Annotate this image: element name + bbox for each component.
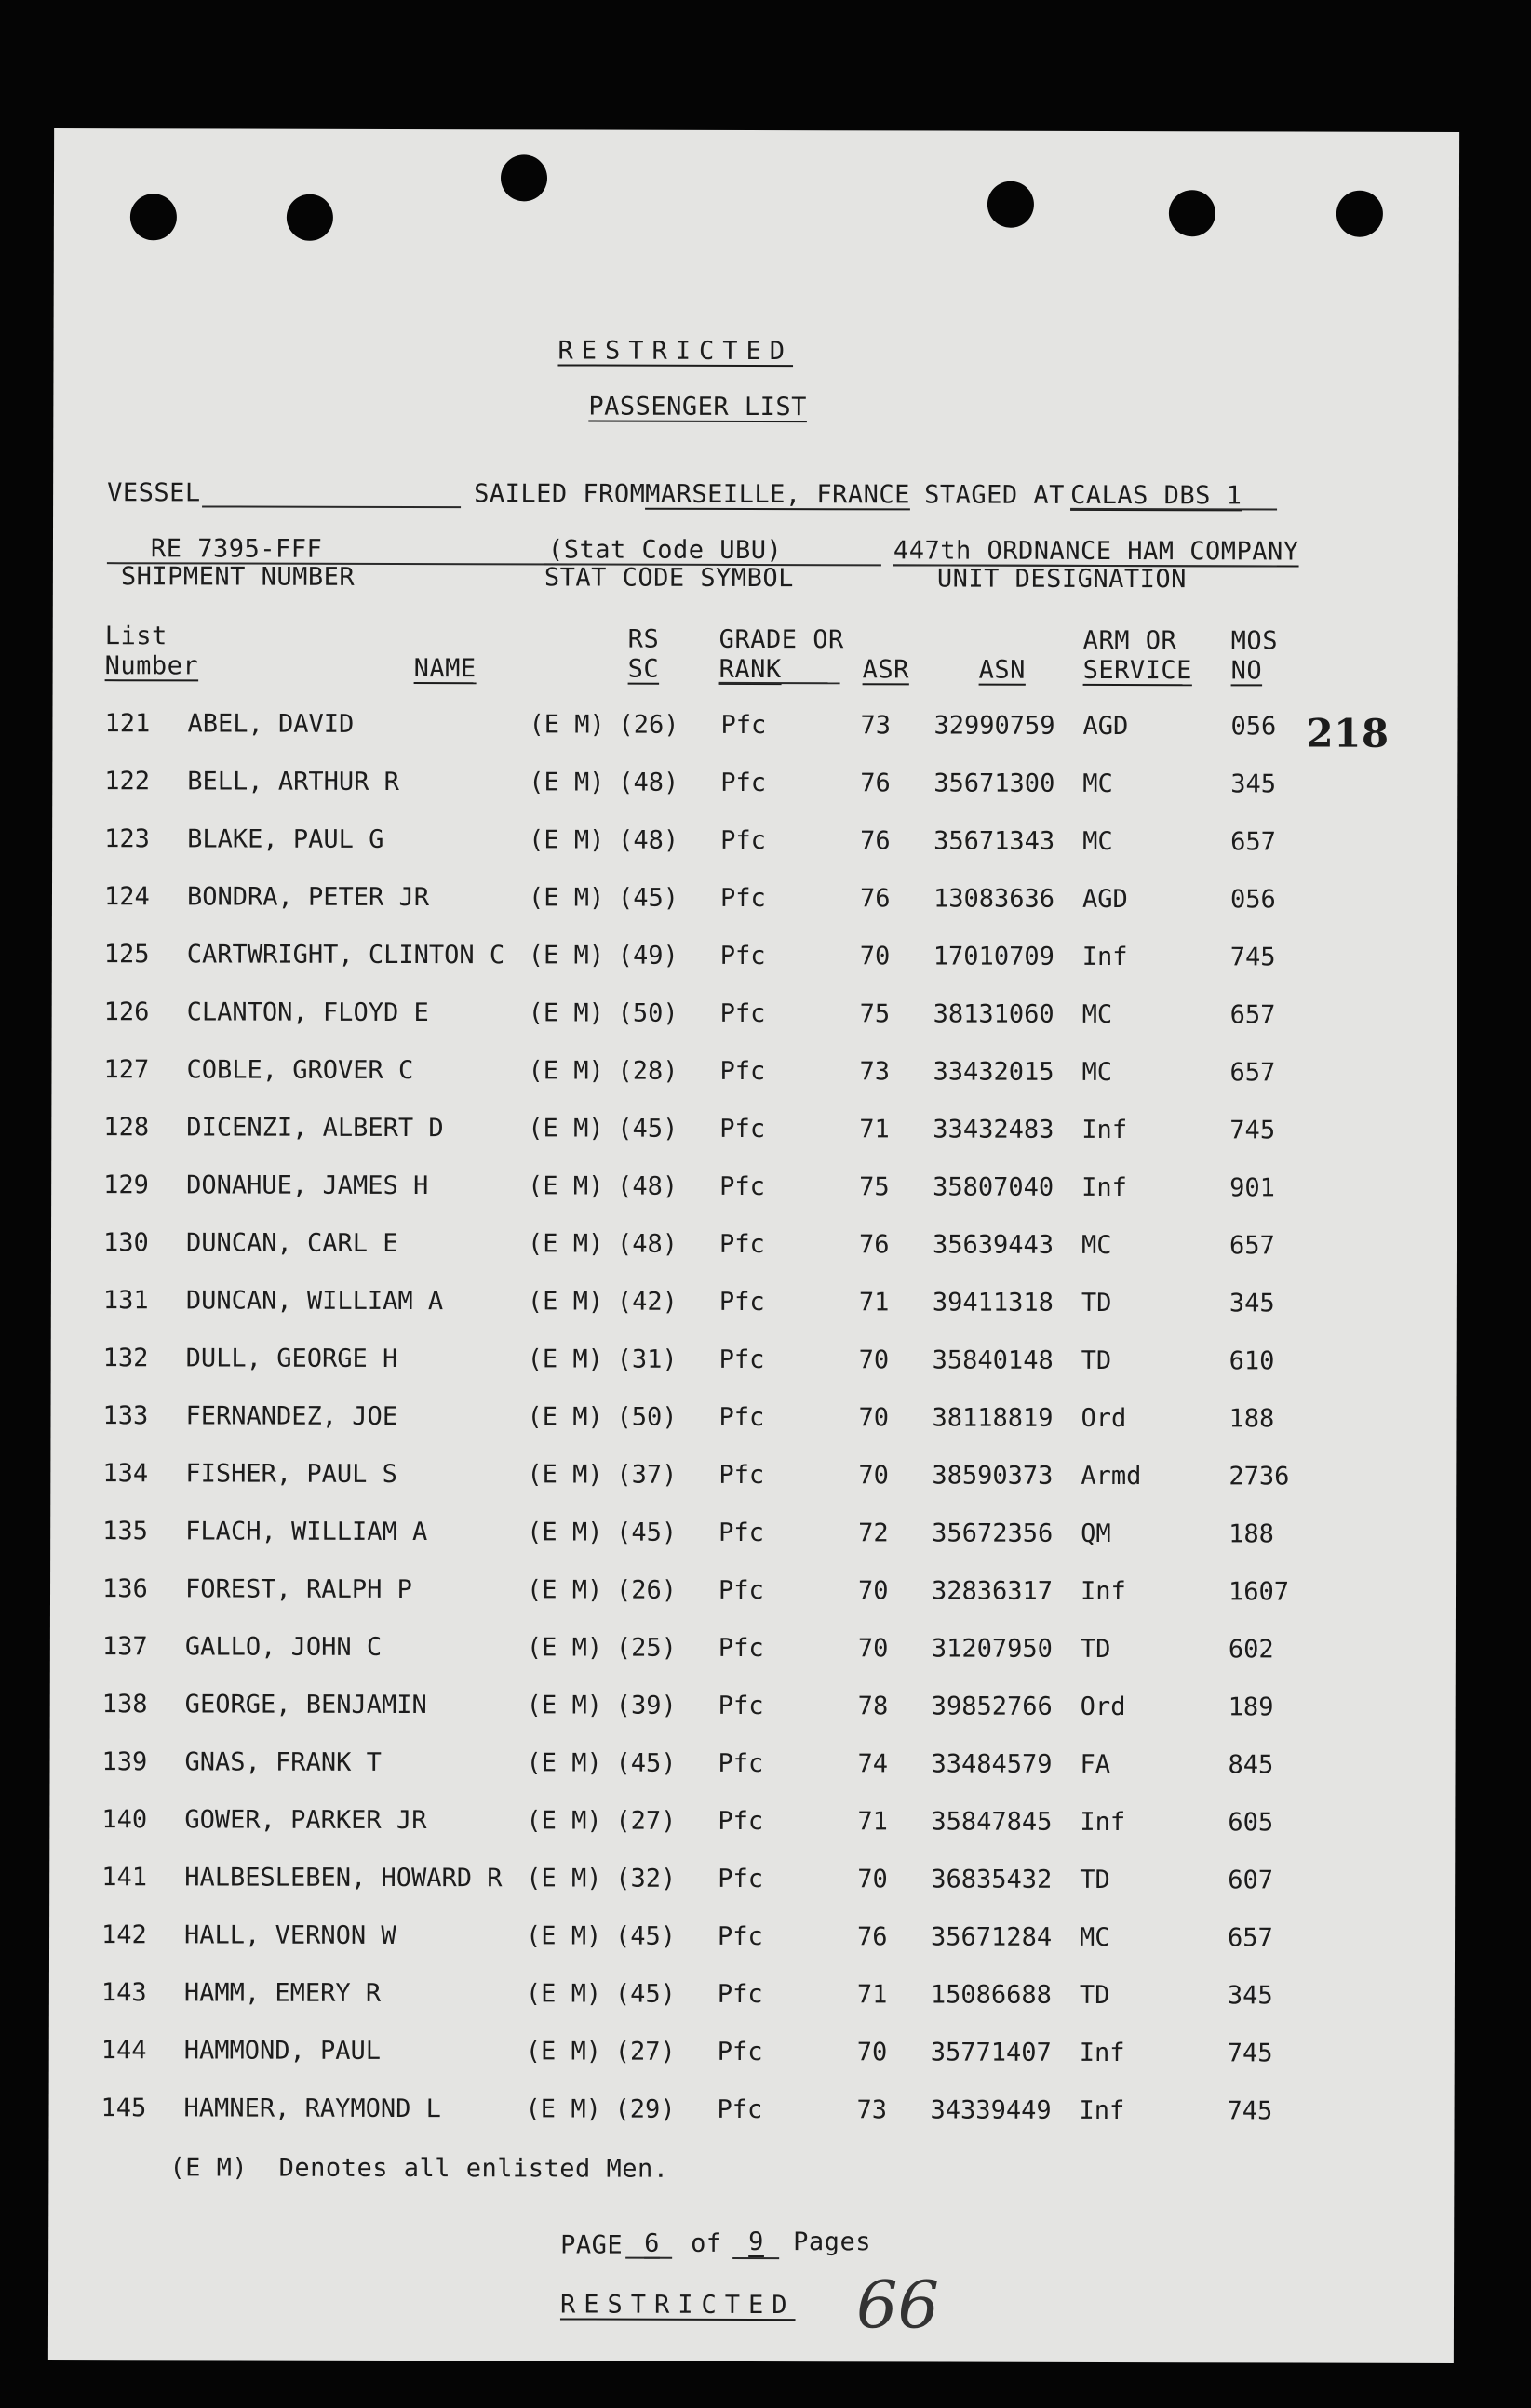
mos-number: 745 [1229,1116,1276,1145]
rs-score: (27) [615,1806,677,1836]
list-number: 133 [102,1401,149,1431]
grade-rank: Pfc [718,1748,764,1779]
arm-service: TD [1080,1865,1110,1895]
list-number: 126 [103,997,150,1027]
asr-value: 70 [857,1576,889,1606]
rank-header-line [719,682,840,684]
arm-service: TD [1081,1288,1112,1318]
arm-service: Ord [1081,1403,1127,1434]
grade-rank: Pfc [719,1056,766,1087]
page-total: 9 [748,2227,765,2257]
asn-value: 35847845 [931,1807,1053,1837]
mos-number: 845 [1228,1750,1274,1780]
asr-value: 76 [858,1230,890,1260]
rs-score: (26) [618,710,679,740]
rs-score: (48) [618,768,679,797]
grade-rank: Pfc [720,825,766,856]
enlisted-marker: (E M) [525,2037,602,2067]
mos-number: 345 [1227,1981,1273,2011]
list-number: 137 [101,1632,148,1662]
passenger-name: COBLE, GROVER C [186,1055,414,1086]
arm-service: Inf [1080,1576,1126,1607]
mos-number: 345 [1230,769,1277,799]
enlisted-marker: (E M) [529,768,605,797]
asr-value: 73 [856,2095,888,2125]
passenger-name: CARTWRIGHT, CLINTON C [186,940,505,970]
asn-value: 38118819 [932,1403,1054,1433]
mos-number: 345 [1229,1289,1275,1318]
passenger-name: ABEL, DAVID [187,709,355,739]
rs-score: (32) [615,1864,677,1893]
mos-number: 901 [1229,1173,1275,1203]
grade-rank: Pfc [719,941,766,971]
asr-value: 70 [858,1461,889,1491]
handwritten-page-mark: 66 [855,2267,940,2344]
asr-value: 70 [858,1403,890,1433]
staged-at-label: STAGED AT [924,480,1065,510]
passenger-name: FOREST, RALPH P [184,1574,412,1605]
asn-value: 35639443 [932,1230,1054,1260]
grade-rank: Pfc [718,1921,763,1952]
list-number: 142 [101,1920,147,1950]
rs-score: (45) [617,1114,678,1144]
asr-value: 70 [857,1865,888,1894]
stat-code-value: (Stat Code UBU) [547,535,783,566]
table-row [50,1632,1456,1673]
mos-number: 188 [1229,1404,1275,1434]
enlisted-marker: (E M) [526,1575,603,1605]
page-number: 6 [644,2228,660,2258]
rs-score: (42) [616,1287,678,1317]
mos-number: 657 [1229,1231,1275,1261]
asn-value: 31207950 [931,1634,1053,1664]
passenger-name: FISHER, PAUL S [185,1459,397,1489]
enlisted-marker: (E M) [527,1229,604,1259]
grade-rank: Pfc [719,1114,766,1144]
col-grade-header: GRADE OR [718,624,844,655]
mos-number: 056 [1229,885,1276,915]
rs-score: (48) [617,1171,678,1201]
grade-rank: Pfc [718,1287,765,1318]
enlisted-marker: (E M) [528,883,605,913]
rs-score: (37) [616,1460,678,1490]
asr-value: 76 [860,769,891,798]
rs-score: (50) [617,998,678,1028]
asn-value: 39852766 [931,1692,1053,1721]
list-number: 140 [101,1805,148,1835]
document-title: PASSENGER LIST [588,392,807,422]
arm-service: Inf [1079,2038,1125,2068]
rs-score: (28) [617,1056,678,1086]
asn-value: 35807040 [933,1172,1054,1202]
table-row [49,1863,1455,1904]
passenger-name: DUNCAN, CARL E [185,1228,398,1258]
document-page [48,128,1459,2363]
table-row [50,1690,1456,1731]
mos-number: 745 [1229,943,1276,972]
asr-value: 72 [858,1518,889,1548]
mos-number: 657 [1228,1923,1273,1953]
table-row [52,767,1457,808]
asn-value: 35671300 [933,769,1055,798]
table-row [50,1574,1456,1615]
punch-hole [130,194,177,240]
arm-service: Inf [1081,1115,1128,1145]
mos-number: 1607 [1228,1577,1290,1607]
col-asr-header: ASR [862,655,909,685]
enlisted-marker: (E M) [528,1114,604,1144]
col-sc-header: SC [627,654,660,684]
asr-value: 73 [859,1057,891,1087]
of-label: of [691,2228,722,2258]
rs-score: (49) [617,941,678,970]
asr-value: 75 [859,999,891,1029]
asn-value: 32836317 [931,1576,1054,1606]
arm-service: TD [1079,1980,1110,2011]
table-row [50,1401,1456,1442]
grade-rank: Pfc [717,2037,763,2067]
enlisted-marker: (E M) [527,1287,604,1317]
grade-rank: Pfc [718,1864,764,1894]
grade-rank: Pfc [720,768,767,798]
rs-score: (45) [616,1518,678,1547]
table-row [49,2094,1455,2134]
enlisted-marker: (E M) [526,1748,602,1778]
rs-score: (39) [615,1691,677,1720]
arm-service: Ord [1080,1692,1126,1722]
table-row [52,709,1457,750]
list-number: 122 [104,767,151,796]
passenger-name: DICENZI, ALBERT D [186,1113,444,1144]
punch-hole [1336,191,1383,237]
asr-value: 75 [859,1172,890,1202]
grade-rank: Pfc [718,1575,764,1606]
rs-score: (29) [614,2094,676,2124]
list-number: 123 [104,824,150,854]
arm-service: FA [1080,1749,1111,1780]
arm-service: Armd [1081,1461,1142,1492]
mos-number: 745 [1227,2039,1273,2068]
asn-value: 35771407 [930,2038,1052,2067]
grade-rank: Pfc [718,1229,765,1260]
passenger-name: DULL, GEORGE H [185,1344,398,1373]
rs-score: (45) [615,1748,677,1778]
passenger-name: DONAHUE, JAMES H [186,1171,429,1201]
asn-value: 17010709 [933,942,1054,971]
enlisted-marker: (E M) [525,2094,601,2124]
asn-value: 36835432 [931,1865,1053,1894]
grade-rank: Pfc [719,883,766,914]
rs-score: (45) [617,883,679,913]
mos-number: 188 [1229,1519,1275,1549]
enlisted-marker: (E M) [528,941,605,970]
col-mos-header: MOS [1230,626,1279,656]
table-row [49,1747,1455,1788]
rs-score: (48) [618,825,679,855]
mos-number: 745 [1227,2096,1273,2126]
asr-value: 70 [856,2038,888,2067]
enlisted-marker: (E M) [527,1518,603,1547]
table-row [51,1228,1457,1269]
asn-value: 34339449 [930,2095,1052,2125]
rs-score: (26) [615,1575,678,1605]
grade-rank: Pfc [718,1518,765,1548]
col-arm-header: ARM OR [1082,625,1177,656]
list-number: 130 [102,1228,149,1258]
list-number: 127 [103,1055,150,1085]
list-number: 121 [104,709,151,739]
arm-service: Inf [1080,1807,1126,1838]
table-row [52,940,1457,981]
list-number: 144 [101,2036,147,2066]
page-number-line [625,2257,672,2259]
grade-rank: Pfc [718,1691,764,1721]
asr-value: 71 [857,1807,888,1837]
punch-hole [287,194,333,241]
mos-number: 657 [1230,827,1276,857]
arm-service: MC [1080,1922,1110,1953]
mos-number: 610 [1229,1346,1275,1376]
passenger-name: CLANTON, FLOYD E [186,997,429,1028]
asr-value: 71 [859,1115,890,1144]
passenger-name: GALLO, JOHN C [184,1632,383,1662]
table-row [49,1978,1455,2019]
asn-value: 33432015 [933,1057,1054,1087]
passenger-name: DUNCAN, WILLIAM A [185,1286,444,1317]
arm-service: MC [1081,1230,1112,1261]
arm-service: QM [1081,1518,1111,1549]
passenger-name: HALL, VERNON W [184,1920,396,1950]
mos-number: 607 [1228,1866,1274,1895]
unit-designation-label: UNIT DESIGNATION [936,564,1188,595]
grade-rank: Pfc [718,1402,765,1433]
enlisted-marker: (E M) [529,710,605,740]
grade-rank: Pfc [719,1171,765,1202]
arm-service: Inf [1081,942,1128,972]
list-number: 129 [103,1171,149,1200]
passenger-name: FLACH, WILLIAM A [185,1517,428,1547]
arm-service: MC [1082,769,1113,799]
col-name-header: NAME [413,654,477,684]
arm-service: TD [1080,1634,1111,1665]
list-number: 138 [101,1690,148,1719]
passenger-name: BELL, ARTHUR R [187,767,399,797]
arm-service: MC [1081,999,1113,1030]
mos-number: 2736 [1229,1462,1290,1492]
list-number: 141 [101,1863,148,1893]
table-row [50,1517,1456,1558]
rs-score: (45) [615,1921,677,1951]
mos-number: 605 [1228,1808,1274,1838]
table-row [52,824,1457,865]
punch-hole [1169,190,1215,236]
sheet-number: 218 [1306,710,1390,756]
asr-value: 71 [856,1980,888,2010]
grade-rank: Pfc [717,1979,763,2010]
list-number: 139 [101,1747,148,1777]
sailed-from-label: SAILED FROM [474,479,646,509]
shipment-number-label: SHIPMENT NUMBER [120,562,356,592]
enlisted-marker: (E M) [526,1806,602,1836]
vessel-field-line [202,505,461,508]
enlisted-marker: (E M) [525,1979,602,2009]
passenger-name: BLAKE, PAUL G [187,824,384,854]
stat-code-label: STAT CODE SYMBOL [544,563,795,594]
passenger-name: HAMMOND, PAUL [183,2036,382,2066]
enlisted-marker: (E M) [528,1171,604,1201]
list-number: 134 [102,1459,149,1489]
list-number: 131 [102,1286,149,1316]
passenger-name: HALBESLEBEN, HOWARD R [184,1863,503,1893]
rs-score: (27) [614,2037,676,2067]
list-number: 125 [103,940,150,970]
table-row [50,1459,1456,1500]
enlisted-marker: (E M) [527,1344,604,1374]
list-number: 145 [101,2094,147,2123]
col-list-header: List [104,622,168,651]
passenger-name: HAMM, EMERY R [183,1978,382,2008]
enlisted-marker: (E M) [526,1633,603,1663]
footnote: (E M) Denotes all enlisted Men. [169,2153,669,2184]
table-row [49,1920,1455,1961]
passenger-name: GEORGE, BENJAMIN [184,1690,427,1720]
passenger-name: BONDRA, PETER JR [186,882,430,913]
col-rs-header: RS [627,624,660,654]
asr-value: 70 [858,1345,890,1375]
staged-field-line [1070,508,1277,511]
asn-value: 35671343 [933,826,1055,856]
unit-designation-value: 447th ORDNANCE HAM COMPANY [893,536,1299,567]
arm-service: AGD [1081,884,1128,915]
asr-value: 73 [860,711,892,741]
page-label: PAGE [560,2230,624,2260]
rs-score: (48) [616,1229,678,1259]
table-row [51,1344,1457,1385]
list-number: 135 [102,1517,149,1546]
list-number: 132 [102,1344,149,1373]
asn-value: 38131060 [933,999,1054,1029]
arm-service: Inf [1079,2095,1125,2126]
rs-score: (25) [615,1633,677,1663]
asn-value: 35672356 [932,1518,1054,1548]
punch-hole [501,154,547,201]
table-row [51,1171,1457,1211]
page-total-line [732,2257,779,2259]
col-service-header: SERVICE [1082,655,1192,686]
restricted-footer: RESTRICTED [559,2290,796,2321]
asn-value: 15086688 [930,1980,1052,2010]
passenger-name: GOWER, PARKER JR [184,1805,427,1836]
asn-value: 33432483 [933,1115,1054,1144]
mos-number: 189 [1228,1692,1274,1722]
asn-value: 13083636 [933,884,1055,914]
asn-value: 38590373 [932,1461,1054,1491]
asn-value: 39411318 [932,1288,1054,1318]
enlisted-marker: (E M) [528,998,604,1028]
arm-service: TD [1081,1345,1112,1376]
list-number: 143 [101,1978,147,2008]
asr-value: 78 [857,1692,889,1721]
arm-service: AGD [1082,711,1129,742]
punch-hole [987,181,1034,228]
vessel-label: VESSEL [107,478,201,508]
asn-value: 35671284 [931,1922,1053,1952]
mos-number: 056 [1230,712,1277,742]
table-row [49,1805,1455,1846]
list-number: 128 [103,1113,150,1143]
col-rank-header: RANK [718,654,782,685]
list-number: 136 [101,1574,148,1604]
arm-service: Inf [1081,1172,1127,1203]
asr-value: 76 [860,826,891,856]
enlisted-marker: (E M) [528,1056,604,1086]
table-row [49,2036,1455,2077]
enlisted-marker: (E M) [526,1921,602,1951]
grade-rank: Pfc [719,998,766,1029]
arm-service: MC [1081,1057,1113,1088]
grade-rank: Pfc [718,1344,765,1375]
asn-value: 35840148 [932,1345,1054,1375]
asr-value: 74 [857,1749,889,1779]
table-row [52,882,1457,923]
asr-value: 71 [858,1288,890,1318]
staged-at-value: CALAS DBS 1 [1070,480,1242,511]
list-number: 124 [103,882,150,912]
mos-number: 657 [1229,1058,1276,1088]
enlisted-marker: (E M) [527,1402,603,1432]
enlisted-marker: (E M) [526,1691,603,1720]
passenger-name: HAMNER, RAYMOND L [183,2094,441,2124]
mos-number: 602 [1228,1635,1274,1665]
asr-value: 76 [859,884,891,914]
asr-value: 70 [857,1634,889,1664]
table-row [51,1113,1457,1154]
enlisted-marker: (E M) [529,825,605,855]
rs-score: (45) [614,1979,676,2009]
mos-number: 657 [1229,1000,1276,1030]
passenger-name: GNAS, FRANK T [184,1747,382,1777]
grade-rank: Pfc [718,1633,764,1664]
pages-label: Pages [793,2227,872,2257]
enlisted-marker: (E M) [526,1864,602,1893]
arm-service: MC [1082,826,1113,857]
sailed-from-value: MARSEILLE, FRANCE [645,479,910,510]
rs-score: (50) [616,1402,678,1432]
restricted-heading: RESTRICTED [557,336,794,367]
asr-value: 76 [857,1922,888,1952]
table-row [51,1055,1457,1096]
col-asn-header: ASN [978,655,1026,685]
passenger-name: FERNANDEZ, JOE [185,1401,398,1431]
grade-rank: Pfc [720,710,767,741]
enlisted-marker: (E M) [527,1460,603,1490]
col-no-header: NO [1230,656,1263,686]
col-list-header-2: Number [104,651,199,681]
table-row [52,997,1457,1038]
grade-rank: Pfc [717,2094,763,2125]
grade-rank: Pfc [718,1806,764,1837]
asr-value: 70 [859,942,891,971]
shipment-number-value: RE 7395-FFF [150,534,323,564]
table-row [51,1286,1457,1327]
asn-value: 32990759 [933,711,1055,741]
rs-score: (31) [616,1344,678,1374]
asn-value: 33484579 [931,1749,1053,1779]
grade-rank: Pfc [718,1460,765,1491]
